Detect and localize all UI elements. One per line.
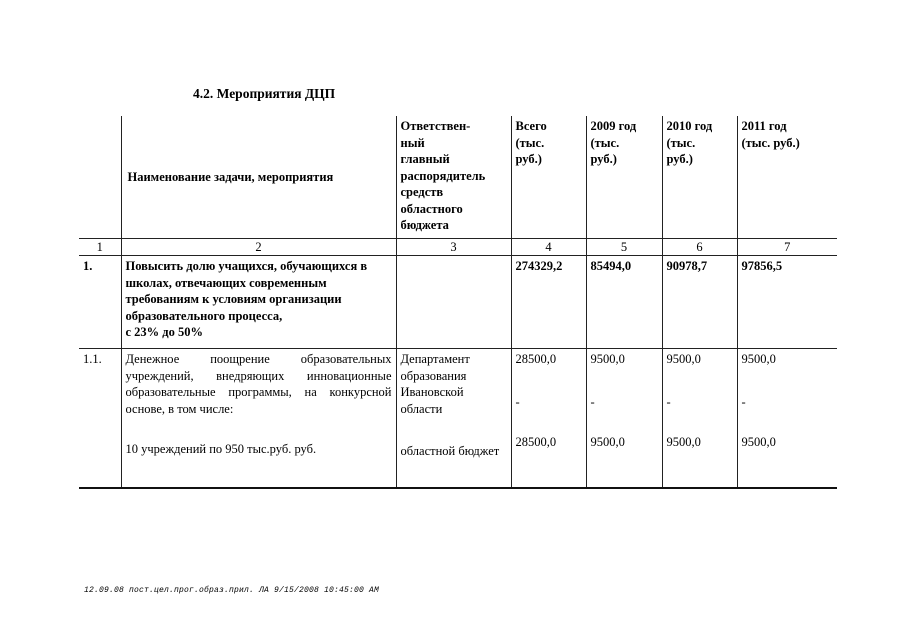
task-name: Повысить долю учащихся, обучающихся в школах, отвечающих современным требованиям к условиям организации образовательного процесса, с 23% до 50% (121, 256, 396, 349)
activity-2009: 9500,0 (590, 352, 625, 366)
activity-2011: 9500,0 (741, 352, 776, 366)
activity-sub-responsible: областной бюджет (400, 444, 500, 458)
task-total: 274329,2 (511, 256, 586, 349)
activity-sub-name: 10 учреждений по 950 тыс.руб. руб. (125, 442, 317, 456)
activity-2010-cell (662, 349, 737, 489)
activity-2010-dash: - (666, 394, 671, 409)
header-responsible: Ответствен- ный главный распорядитель средств областного бюджета (396, 116, 511, 239)
activity-responsible: Департамент образования Ивановской области (400, 352, 470, 416)
activity-sub-2010: 9500,0 (666, 435, 701, 449)
activity-total: 28500,0 (515, 352, 557, 366)
column-number: 6 (662, 239, 737, 256)
activity-sub-2009: 9500,0 (590, 435, 625, 449)
activity-row (79, 349, 837, 489)
activity-total-cell (511, 349, 586, 489)
activity-2009-dash: - (590, 394, 595, 409)
column-number-row (79, 239, 837, 256)
activity-sub-total: 28500,0 (515, 435, 557, 449)
header-2011: 2011 год (тыс. руб.) (737, 116, 837, 239)
header-2010: 2010 год (тыс. руб.) (662, 116, 737, 239)
task-row (79, 256, 837, 349)
column-number: 3 (396, 239, 511, 256)
activity-total-dash: - (515, 394, 520, 409)
task-2009: 85494,0 (586, 256, 662, 349)
activity-sub-2011: 9500,0 (741, 435, 776, 449)
header-total: Всего (тыс. руб.) (511, 116, 586, 239)
activity-2011-dash: - (741, 394, 746, 409)
header-name: Наименование задачи, мероприятия (121, 116, 396, 239)
table-header-row (79, 116, 837, 239)
section-title: 4.2. Мероприятия ДЦП (193, 86, 336, 101)
column-number: 4 (511, 239, 586, 256)
column-number: 5 (586, 239, 662, 256)
task-2010: 90978,7 (662, 256, 737, 349)
task-responsible (396, 256, 511, 349)
header-num (79, 116, 121, 239)
activity-2010: 9500,0 (666, 352, 701, 366)
activity-name: Денежное поощрение образовательных учреждений, внедряющих инновационные образовательные программы, на конкурсной основе, в том числе: (125, 352, 392, 416)
activity-responsible-cell (396, 349, 511, 489)
activity-2009-cell (586, 349, 662, 489)
task-num: 1. (79, 256, 121, 349)
column-number: 2 (121, 239, 396, 256)
task-2011: 97856,5 (737, 256, 837, 349)
measures-table (79, 116, 837, 489)
column-number: 7 (737, 239, 837, 256)
document-footer: 12.09.08 пост.цел.прог.образ.прил. ЛА 9/15/2008 10:45:00 AM (84, 586, 380, 595)
activity-name-cell (121, 349, 396, 489)
activity-num: 1.1. (79, 349, 121, 489)
header-2009: 2009 год (тыс. руб.) (586, 116, 662, 239)
activity-2011-cell (737, 349, 837, 489)
column-number: 1 (79, 239, 121, 256)
